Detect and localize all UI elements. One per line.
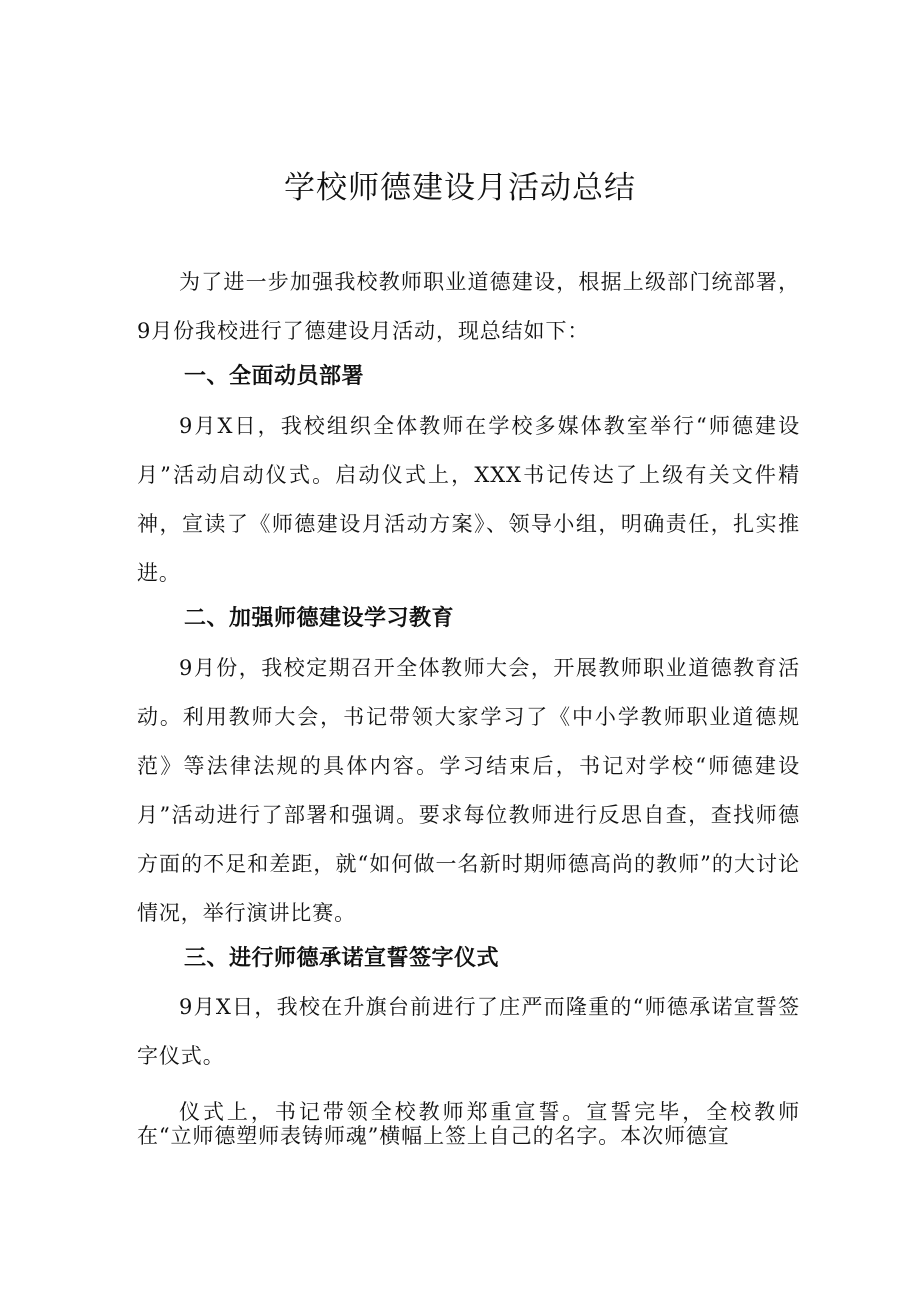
section-3-paragraph-2: 仪式上，书记带领全校教师郑重宣誓。宣誓完毕，全校教师在“立师德塑师表铸师魂”横幅上签上自己的名字。本次师德宣 (137, 1100, 800, 1148)
document-title: 学校师德建设月活动总结 (284, 170, 636, 206)
section-heading-2: 二、加强师德建设学习教育 (184, 606, 455, 631)
section-1-paragraph-1: 9月X日，我校组织全体教师在学校多媒体教室举行“师德建设月”活动启动仪式。启动仪式上，XXX书记传达了上级有关文件精神，宣读了《师德建设月活动方案》、领导小组，明确责任，扎实推进。 (137, 414, 800, 585)
section-3-paragraph-1: 9月X日，我校在升旗台前进行了庄严而隆重的“师德承诺宣誓签字仪式。 (137, 995, 800, 1068)
section-heading-1: 一、全面动员部署 (184, 364, 365, 389)
section-heading-3: 三、进行师德承诺宣誓签字仪式 (184, 946, 500, 971)
section-2-paragraph-1: 9月份，我校定期召开全体教师大会，开展教师职业道德教育活动。利用教师大会，书记带领大家学习了《中小学教师职业道德规范》等法律法规的具体内容。学习结束后，书记对学校“师德建设月”活动进行了部署和强调。要求每位教师进行反思自查，查找师德方面的不足和差距，就“如何做一名新时期师德高尚的教师”的大讨论情况，举行演讲比赛。 (137, 656, 800, 925)
intro-paragraph: 为了进一步加强我校教师职业道德建设，根据上级部门统部署，9月份我校进行了德建设月活动，现总结如下： (137, 270, 800, 343)
